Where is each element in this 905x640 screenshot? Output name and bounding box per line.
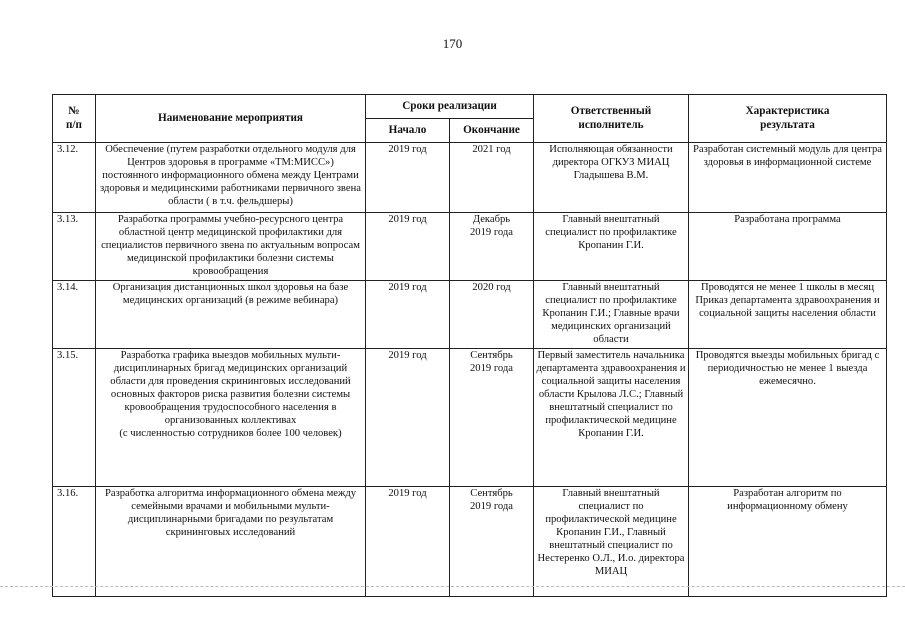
scan-edge-divider: [0, 586, 905, 589]
row-result: Проводятся не менее 1 школы в месяц Приказ департамента здравоохранения и социальной защиты населения области: [689, 281, 887, 349]
row-result: Разработана программа: [689, 213, 887, 281]
page-number: 170: [442, 36, 463, 51]
row-start: 2019 год: [366, 487, 450, 597]
row-number: 3.15.: [53, 349, 96, 487]
row-result: Разработан алгоритм по информационному обмену: [689, 487, 887, 597]
row-result: Проводятся выезды мобильных бригад с периодичностью не менее 1 выезда ежемесячно.: [689, 349, 887, 487]
header-terms: Сроки реализации: [366, 95, 534, 119]
table-row: [53, 281, 887, 349]
row-name: Разработка программы учебно-ресурсного центра областной центр медицинской профилактики для специалистов первичного звена по актуальным вопросам медицинской профилактики болезни системы кровообращения: [96, 213, 366, 281]
row-number: 3.13.: [53, 213, 96, 281]
row-responsible: Главный внештатный специалист по профилактической медицине Кропанин Г.И., Главный внештатный специалист по Нестеренко О.Л., И.о. директора МИАЦ: [534, 487, 689, 597]
header-num: № п/п: [53, 95, 96, 143]
header-responsible: Ответственный исполнитель: [534, 95, 689, 143]
row-name: Разработка графика выездов мобильных мульти-дисциплинарных бригад медицинских организаций области для проведения скрининговых исследований основных факторов риска развития болезни системы кровообращения трудоспособного населения в организованных коллективах (с численностью сотрудников более 100 человек): [96, 349, 366, 487]
row-responsible: Главный внештатный специалист по профилактике Кропанин Г.И.; Главные врачи медицинских организаций области: [534, 281, 689, 349]
row-start: 2019 год: [366, 349, 450, 487]
header-end: Окончание: [450, 119, 534, 143]
table-row: [53, 349, 887, 487]
row-end: Декабрь 2019 года: [450, 213, 534, 281]
row-responsible: Первый заместитель начальника департамента здравоохранения и социальной защиты населения области Крылова Л.С.; Главный внештатный специалист по профилактической медицине Кропанин Г.И.: [534, 349, 689, 487]
row-start: 2019 год: [366, 281, 450, 349]
row-responsible: Исполняющая обязанности директора ОГКУЗ МИАЦ Гладышева В.М.: [534, 143, 689, 213]
row-start: 2019 год: [366, 213, 450, 281]
row-number: 3.16.: [53, 487, 96, 597]
row-name: Разработка алгоритма информационного обмена между семейными врачами и мобильными мульти-дисциплинарными бригадами по результатам скрининговых исследований: [96, 487, 366, 597]
row-result: Разработан системный модуль для центра здоровья в информационной системе: [689, 143, 887, 213]
row-end: 2021 год: [450, 143, 534, 213]
row-name: Обеспечение (путем разработки отдельного модуля для Центров здоровья в программе «ТМ:МИСС») постоянного информационного обмена между Центрами здоровья и медицинскими работниками первичного звена области ( в т.ч. фельдшеры): [96, 143, 366, 213]
row-number: 3.14.: [53, 281, 96, 349]
row-start: 2019 год: [366, 143, 450, 213]
row-number: 3.12.: [53, 143, 96, 213]
table-row: [53, 487, 887, 597]
table-row: [53, 143, 887, 213]
header-name: Наименование мероприятия: [96, 95, 366, 143]
events-table: [52, 94, 887, 597]
row-end: Сентябрь 2019 года: [450, 349, 534, 487]
row-responsible: Главный внештатный специалист по профилактике Кропанин Г.И.: [534, 213, 689, 281]
header-result: Характеристика результата: [689, 95, 887, 143]
header-start: Начало: [366, 119, 450, 143]
row-end: 2020 год: [450, 281, 534, 349]
row-end: Сентябрь 2019 года: [450, 487, 534, 597]
table-row: [53, 213, 887, 281]
row-name: Организация дистанционных школ здоровья на базе медицинских организаций (в режиме вебинара): [96, 281, 366, 349]
